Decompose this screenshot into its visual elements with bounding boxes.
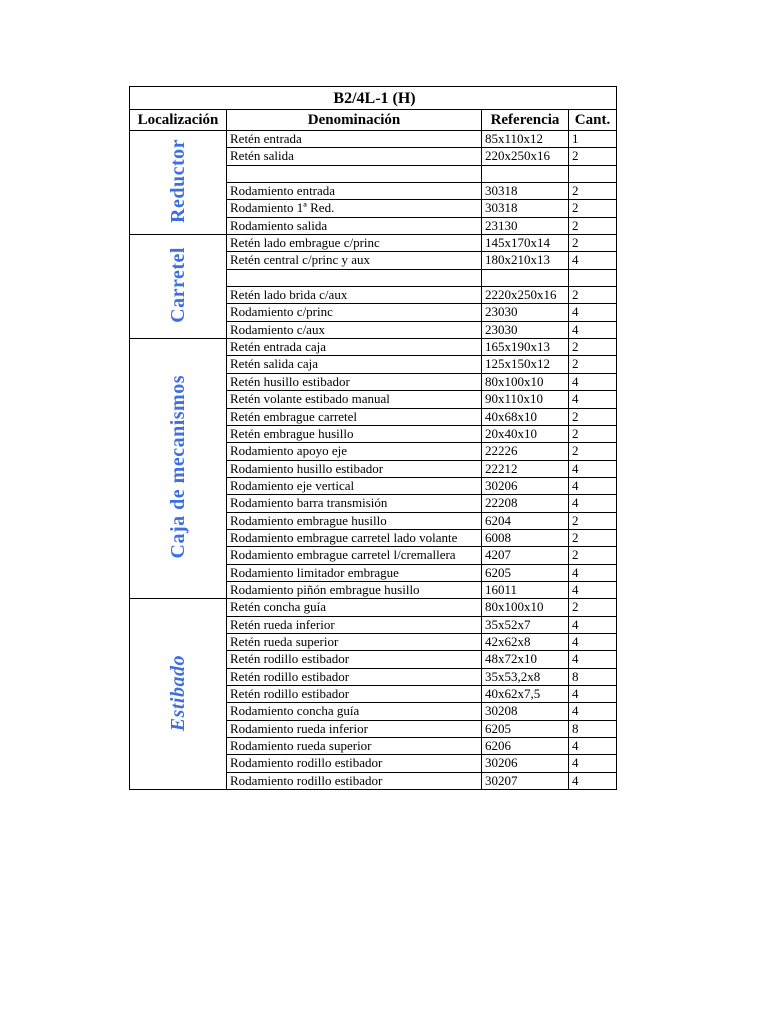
referencia-cell: 30318	[482, 183, 569, 200]
referencia-cell: 35x53,2x8	[482, 668, 569, 685]
referencia-cell	[482, 269, 569, 286]
referencia-cell	[482, 165, 569, 182]
cantidad-cell: 2	[569, 599, 617, 616]
location-label: Caja de mecanismos	[166, 375, 189, 559]
denominacion-cell: Retén salida	[227, 148, 482, 165]
cantidad-cell: 2	[569, 443, 617, 460]
denominacion-cell: Rodamiento embrague carretel l/cremallera	[227, 547, 482, 564]
denominacion-cell	[227, 269, 482, 286]
cantidad-cell: 2	[569, 529, 617, 546]
location-cell	[130, 339, 227, 599]
referencia-cell: 30318	[482, 200, 569, 217]
cantidad-cell: 2	[569, 356, 617, 373]
referencia-cell: 40x68x10	[482, 408, 569, 425]
referencia-cell: 35x52x7	[482, 616, 569, 633]
denominacion-cell: Rodamiento entrada	[227, 183, 482, 200]
referencia-cell: 180x210x13	[482, 252, 569, 269]
cantidad-cell: 4	[569, 304, 617, 321]
cantidad-cell: 4	[569, 391, 617, 408]
referencia-cell: 22208	[482, 495, 569, 512]
denominacion-cell: Retén volante estibado manual	[227, 391, 482, 408]
table-row	[130, 599, 617, 616]
referencia-cell: 90x110x10	[482, 391, 569, 408]
referencia-cell: 6205	[482, 720, 569, 737]
cantidad-cell: 2	[569, 425, 617, 442]
cantidad-cell: 4	[569, 321, 617, 338]
cantidad-cell: 4	[569, 772, 617, 789]
denominacion-cell: Rodamiento c/princ	[227, 304, 482, 321]
cantidad-cell: 4	[569, 651, 617, 668]
cantidad-cell: 4	[569, 686, 617, 703]
referencia-cell: 23130	[482, 217, 569, 234]
denominacion-cell: Retén rodillo estibador	[227, 686, 482, 703]
referencia-cell: 125x150x12	[482, 356, 569, 373]
referencia-cell: 48x72x10	[482, 651, 569, 668]
denominacion-cell: Retén rodillo estibador	[227, 651, 482, 668]
cantidad-cell: 4	[569, 755, 617, 772]
cantidad-cell: 4	[569, 373, 617, 390]
table-row	[130, 235, 617, 252]
denominacion-cell: Retén lado embrague c/princ	[227, 235, 482, 252]
referencia-cell: 80x100x10	[482, 373, 569, 390]
cantidad-cell: 4	[569, 252, 617, 269]
cantidad-cell: 4	[569, 460, 617, 477]
referencia-cell: 30206	[482, 755, 569, 772]
cantidad-cell: 8	[569, 668, 617, 685]
location-label: Reductor	[166, 139, 189, 224]
referencia-cell: 16011	[482, 581, 569, 598]
referencia-cell: 165x190x13	[482, 339, 569, 356]
referencia-cell: 20x40x10	[482, 425, 569, 442]
referencia-cell: 22226	[482, 443, 569, 460]
referencia-cell: 2220x250x16	[482, 287, 569, 304]
cantidad-cell: 4	[569, 581, 617, 598]
cantidad-cell: 2	[569, 200, 617, 217]
cantidad-cell: 2	[569, 148, 617, 165]
denominacion-cell: Rodamiento piñón embrague husillo	[227, 581, 482, 598]
denominacion-cell: Retén concha guía	[227, 599, 482, 616]
cantidad-cell: 4	[569, 495, 617, 512]
referencia-cell: 6204	[482, 512, 569, 529]
cantidad-cell: 4	[569, 633, 617, 650]
denominacion-cell: Retén salida caja	[227, 356, 482, 373]
cantidad-cell: 8	[569, 720, 617, 737]
denominacion-cell: Rodamiento husillo estibador	[227, 460, 482, 477]
cantidad-cell: 2	[569, 512, 617, 529]
denominacion-cell: Retén rodillo estibador	[227, 668, 482, 685]
denominacion-cell: Rodamiento c/aux	[227, 321, 482, 338]
referencia-cell: 30207	[482, 772, 569, 789]
cantidad-cell: 2	[569, 183, 617, 200]
header-localizacion: Localización	[130, 110, 227, 131]
denominacion-cell: Rodamiento rueda inferior	[227, 720, 482, 737]
referencia-cell: 80x100x10	[482, 599, 569, 616]
denominacion-cell: Rodamiento barra transmisión	[227, 495, 482, 512]
cantidad-cell	[569, 269, 617, 286]
denominacion-cell: Retén entrada	[227, 131, 482, 148]
denominacion-cell: Rodamiento embrague carretel lado volante	[227, 529, 482, 546]
header-denominacion: Denominación	[227, 110, 482, 131]
cantidad-cell: 2	[569, 235, 617, 252]
denominacion-cell: Rodamiento rodillo estibador	[227, 755, 482, 772]
denominacion-cell: Retén embrague carretel	[227, 408, 482, 425]
cantidad-cell: 4	[569, 477, 617, 494]
denominacion-cell: Retén central c/princ y aux	[227, 252, 482, 269]
denominacion-cell: Rodamiento apoyo eje	[227, 443, 482, 460]
referencia-cell: 6205	[482, 564, 569, 581]
cantidad-cell: 2	[569, 339, 617, 356]
denominacion-cell: Rodamiento eje vertical	[227, 477, 482, 494]
referencia-cell: 22212	[482, 460, 569, 477]
parts-table	[129, 86, 617, 790]
denominacion-cell: Retén lado brida c/aux	[227, 287, 482, 304]
denominacion-cell: Retén husillo estibador	[227, 373, 482, 390]
header-referencia: Referencia	[482, 110, 569, 131]
cantidad-cell: 4	[569, 703, 617, 720]
denominacion-cell: Retén entrada caja	[227, 339, 482, 356]
location-cell	[130, 235, 227, 339]
table-row	[130, 131, 617, 148]
cantidad-cell: 4	[569, 738, 617, 755]
referencia-cell: 23030	[482, 321, 569, 338]
denominacion-cell: Rodamiento rodillo estibador	[227, 772, 482, 789]
denominacion-cell	[227, 165, 482, 182]
denominacion-cell: Retén rueda inferior	[227, 616, 482, 633]
cantidad-cell	[569, 165, 617, 182]
cantidad-cell: 4	[569, 616, 617, 633]
referencia-cell: 220x250x16	[482, 148, 569, 165]
cantidad-cell: 1	[569, 131, 617, 148]
denominacion-cell: Rodamiento limitador embrague	[227, 564, 482, 581]
table-row	[130, 339, 617, 356]
cantidad-cell: 2	[569, 547, 617, 564]
cantidad-cell: 2	[569, 217, 617, 234]
parts-table-body	[130, 87, 617, 790]
referencia-cell: 42x62x8	[482, 633, 569, 650]
denominacion-cell: Rodamiento salida	[227, 217, 482, 234]
denominacion-cell: Retén rueda superior	[227, 633, 482, 650]
denominacion-cell: Rodamiento rueda superior	[227, 738, 482, 755]
referencia-cell: 4207	[482, 547, 569, 564]
cantidad-cell: 4	[569, 564, 617, 581]
referencia-cell: 6206	[482, 738, 569, 755]
referencia-cell: 30206	[482, 477, 569, 494]
location-cell	[130, 131, 227, 235]
denominacion-cell: Rodamiento embrague husillo	[227, 512, 482, 529]
referencia-cell: 23030	[482, 304, 569, 321]
header-row	[130, 110, 617, 131]
cantidad-cell: 2	[569, 408, 617, 425]
location-label: Carretel	[166, 247, 189, 323]
location-cell	[130, 599, 227, 790]
header-cantidad: Cant.	[569, 110, 617, 131]
cantidad-cell: 2	[569, 287, 617, 304]
denominacion-cell: Rodamiento 1ª Red.	[227, 200, 482, 217]
denominacion-cell: Retén embrague husillo	[227, 425, 482, 442]
denominacion-cell: Rodamiento concha guía	[227, 703, 482, 720]
table-title: B2/4L-1 (H)	[130, 87, 617, 110]
referencia-cell: 30208	[482, 703, 569, 720]
referencia-cell: 6008	[482, 529, 569, 546]
referencia-cell: 145x170x14	[482, 235, 569, 252]
referencia-cell: 40x62x7,5	[482, 686, 569, 703]
title-row	[130, 87, 617, 110]
referencia-cell: 85x110x12	[482, 131, 569, 148]
location-label: Estibado	[166, 654, 189, 731]
